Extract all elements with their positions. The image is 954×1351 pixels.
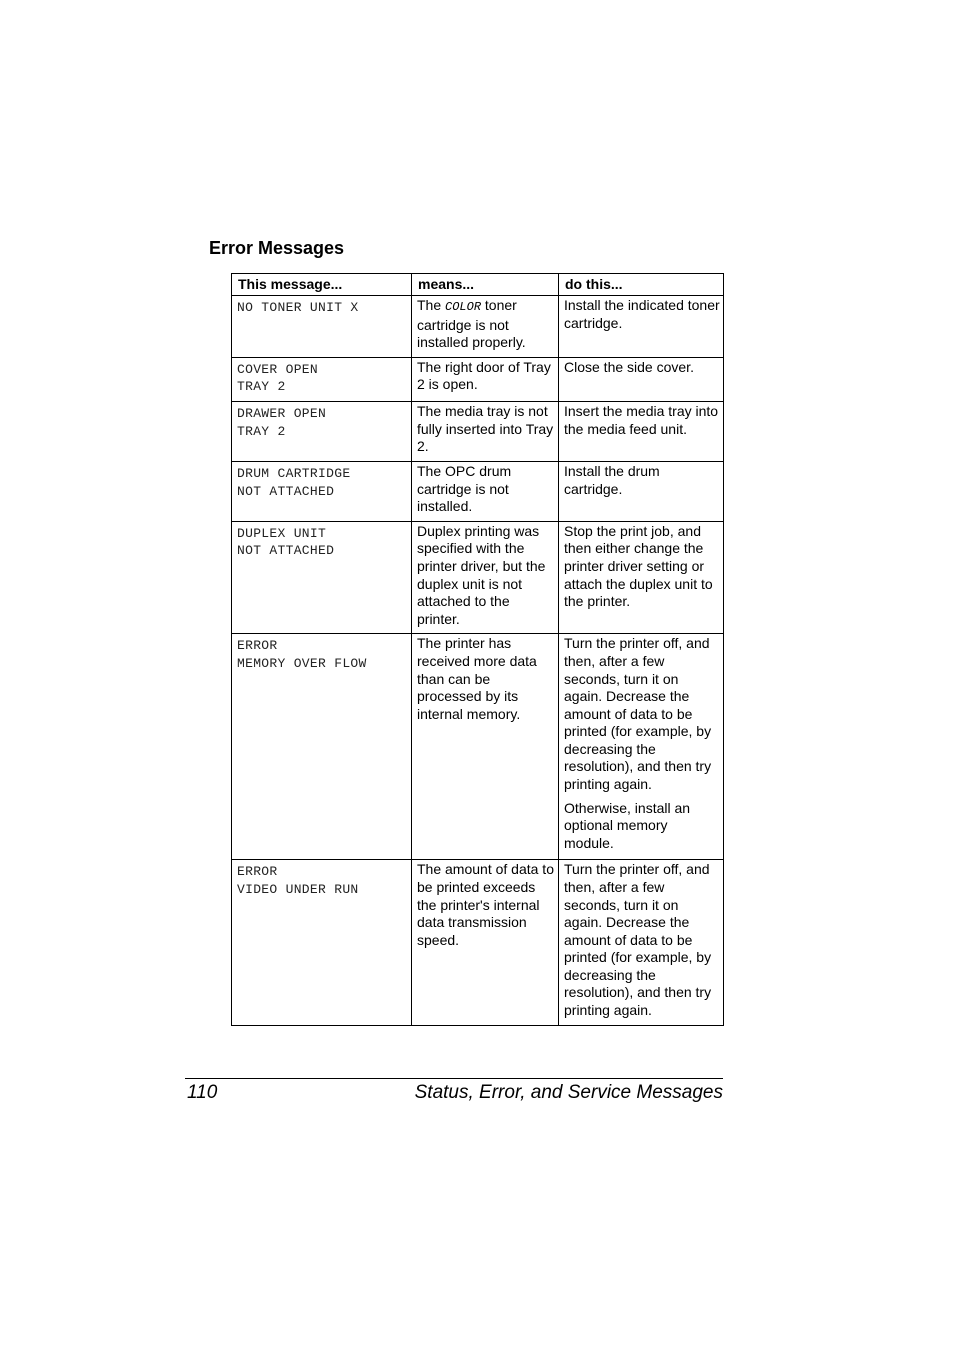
table-row bbox=[232, 357, 724, 401]
action-cell bbox=[559, 357, 724, 401]
means-text: The media tray is not fully inserted into Tray 2. bbox=[417, 402, 554, 455]
means-text: The amount of data to be printed exceeds the printer's internal data transmission speed. bbox=[417, 861, 554, 948]
message-cell bbox=[232, 296, 412, 358]
table-row bbox=[232, 521, 724, 634]
message-text: NO TONER UNIT X bbox=[237, 300, 359, 315]
action-text: Close the side cover. bbox=[564, 358, 694, 375]
table-row bbox=[232, 860, 724, 1026]
means-cell bbox=[412, 634, 559, 860]
message-cell bbox=[232, 401, 412, 461]
message-cell bbox=[232, 634, 412, 860]
message-cell bbox=[232, 461, 412, 521]
means-text: The printer has received more data than can be processed by its internal memory. bbox=[417, 635, 537, 722]
table-row bbox=[232, 634, 724, 860]
message-cell bbox=[232, 860, 412, 1026]
action-text: Install the indicated toner cartridge. bbox=[564, 297, 720, 331]
header-message: This message... bbox=[232, 274, 412, 296]
message-text: ERROR VIDEO UNDER RUN bbox=[237, 864, 359, 897]
means-cell bbox=[412, 357, 559, 401]
action-cell bbox=[559, 401, 724, 461]
action-text: Turn the printer off, and then, after a few seconds, turn it on again. Decrease the amount of data to be printed (for example, by decreasing the resolution), and then try printing again. bbox=[564, 861, 712, 1019]
means-cell bbox=[412, 860, 559, 1026]
table-row bbox=[232, 401, 724, 461]
means-cell bbox=[412, 401, 559, 461]
table-row bbox=[232, 296, 724, 358]
means-text-variable: COLOR bbox=[445, 300, 482, 314]
action-text: Stop the print job, and then either change the printer driver setting or attach the duplex unit to the printer. bbox=[564, 522, 713, 610]
footer-divider bbox=[185, 1078, 723, 1079]
means-cell bbox=[412, 461, 559, 521]
action-text: Insert the media tray into the media feed unit. bbox=[564, 402, 719, 437]
means-cell bbox=[412, 296, 559, 358]
message-text: ERROR MEMORY OVER FLOW bbox=[237, 638, 367, 671]
table-row bbox=[232, 461, 724, 521]
chapter-title: Status, Error, and Service Messages bbox=[414, 1082, 723, 1103]
section-title: Error Messages bbox=[209, 238, 345, 258]
means-text: Duplex printing was specified with the printer driver, but the duplex unit is not attached to the printer. bbox=[417, 522, 546, 627]
message-text: DRUM CARTRIDGE NOT ATTACHED bbox=[237, 465, 351, 499]
table-header-row bbox=[232, 274, 724, 296]
means-text-pre: The bbox=[417, 297, 446, 313]
action-cell bbox=[559, 296, 724, 358]
means-text: The OPC drum cartridge is not installed. bbox=[417, 462, 512, 515]
message-text: DRAWER OPEN TRAY 2 bbox=[237, 405, 327, 439]
means-text-post: toner cartridge is not installed properly. bbox=[417, 297, 526, 351]
means-cell bbox=[412, 521, 559, 634]
message-cell bbox=[232, 357, 412, 401]
action-cell bbox=[559, 860, 724, 1026]
page-number: 110 bbox=[187, 1082, 218, 1103]
message-text: COVER OPEN TRAY 2 bbox=[237, 361, 319, 395]
action-text: Turn the printer off, and then, after a few seconds, turn it on again. Decrease the amount of data to be printed (for example, by decreasing the resolution), and then try printing again. bbox=[564, 635, 712, 793]
header-means: means... bbox=[412, 274, 559, 296]
message-cell bbox=[232, 521, 412, 634]
means-text: The right door of Tray 2 is open. bbox=[417, 358, 551, 393]
error-messages-table bbox=[231, 273, 724, 1026]
action-cell bbox=[559, 461, 724, 521]
action-text-secondary: Otherwise, install an optional memory module. bbox=[564, 799, 691, 851]
header-action: do this... bbox=[559, 274, 724, 296]
action-cell bbox=[559, 634, 724, 860]
action-cell bbox=[559, 521, 724, 634]
action-text: Install the drum cartridge. bbox=[564, 462, 660, 497]
message-text: DUPLEX UNIT NOT ATTACHED bbox=[237, 525, 335, 559]
